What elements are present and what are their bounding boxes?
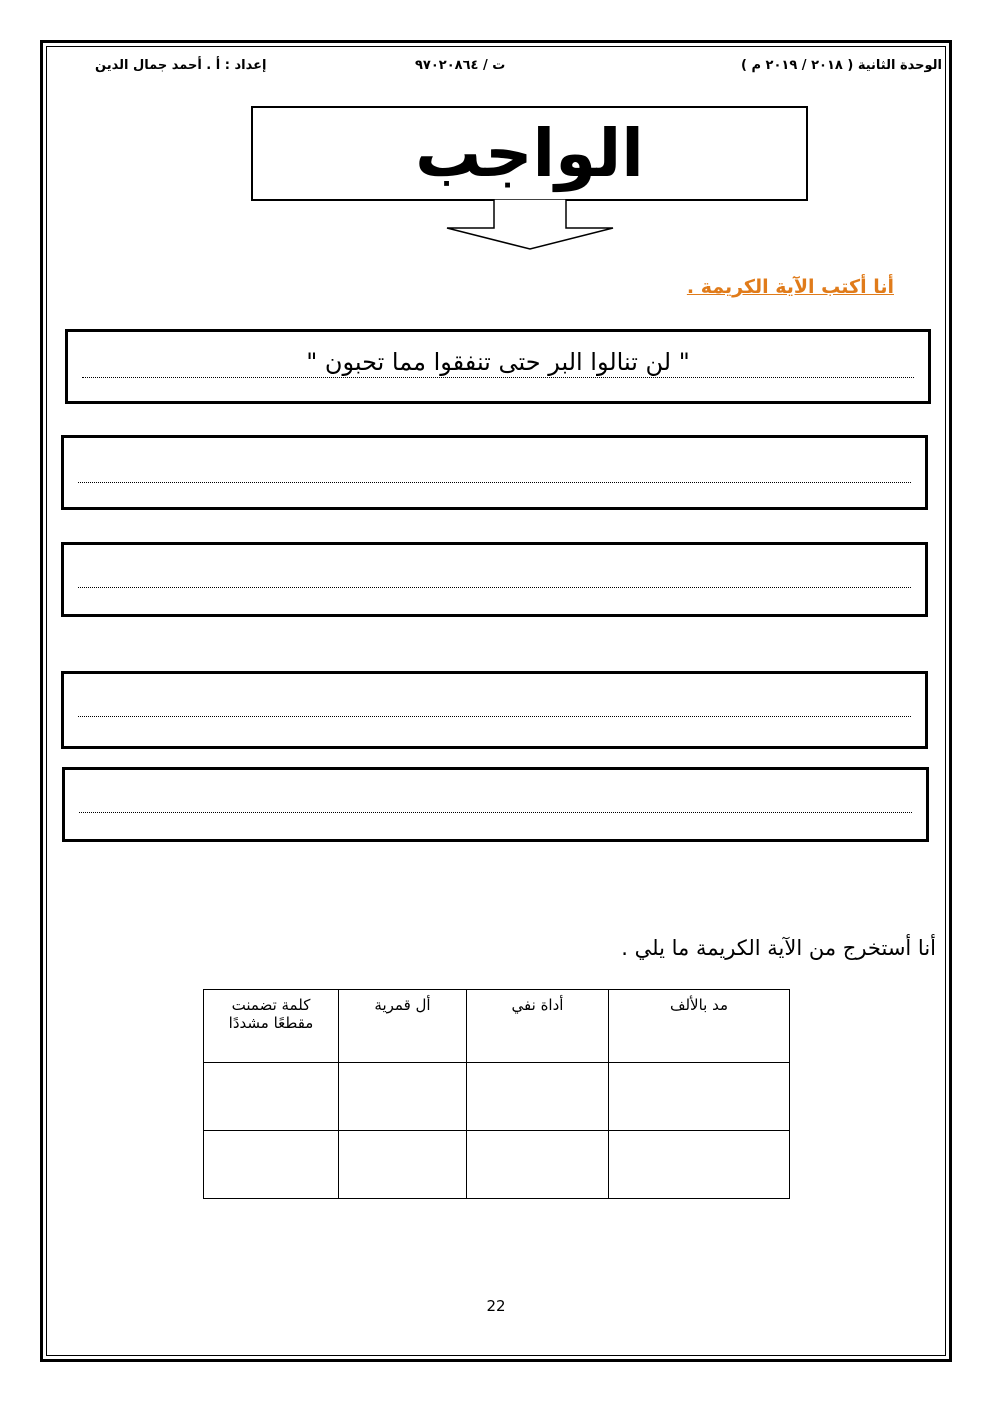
writing-line	[78, 587, 911, 588]
writing-line	[79, 812, 912, 813]
column-header: أل قمرية	[339, 990, 467, 1063]
down-arrow-icon	[440, 199, 620, 251]
table-row	[204, 1063, 790, 1131]
verse-box	[65, 329, 931, 404]
extract-heading: أنا أستخرج من الآية الكريمة ما يلي .	[621, 936, 936, 960]
header-phone: ت / ٩٧٠٢٠٨٦٤	[415, 58, 506, 73]
table-header-row	[204, 990, 790, 1063]
writing-box[interactable]	[61, 671, 928, 749]
answer-cell[interactable]	[467, 1063, 609, 1131]
answer-cell[interactable]	[204, 1063, 339, 1131]
answer-cell[interactable]	[467, 1131, 609, 1199]
page-number: 22	[486, 1297, 506, 1315]
answer-cell[interactable]	[339, 1131, 467, 1199]
writing-box[interactable]	[62, 767, 929, 842]
answer-cell[interactable]	[609, 1063, 790, 1131]
answer-cell[interactable]	[204, 1131, 339, 1199]
page-title: الواجب	[415, 114, 644, 192]
header-unit: الوحدة الثانية ( ٢٠١٨ / ٢٠١٩ م )	[740, 58, 942, 73]
copy-heading: أنا أكتب الآية الكريمة .	[686, 276, 894, 298]
column-header: كلمة تضمنت مقطعًا مشددًا	[204, 990, 339, 1063]
writing-box[interactable]	[61, 435, 928, 510]
extract-table	[203, 989, 790, 1199]
header-author: إعداد : أ . أحمد جمال الدين	[95, 58, 267, 73]
column-header: مد بالألف	[609, 990, 790, 1063]
writing-box[interactable]	[61, 542, 928, 617]
answer-cell[interactable]	[339, 1063, 467, 1131]
writing-line	[82, 377, 914, 378]
verse-text: " لن تنالوا البر حتى تنفقوا مما تحبون "	[306, 348, 690, 376]
table-row	[204, 1131, 790, 1199]
writing-line	[78, 482, 911, 483]
title-box	[251, 106, 808, 201]
column-header: أداة نفي	[467, 990, 609, 1063]
answer-cell[interactable]	[609, 1131, 790, 1199]
writing-line	[78, 716, 911, 717]
